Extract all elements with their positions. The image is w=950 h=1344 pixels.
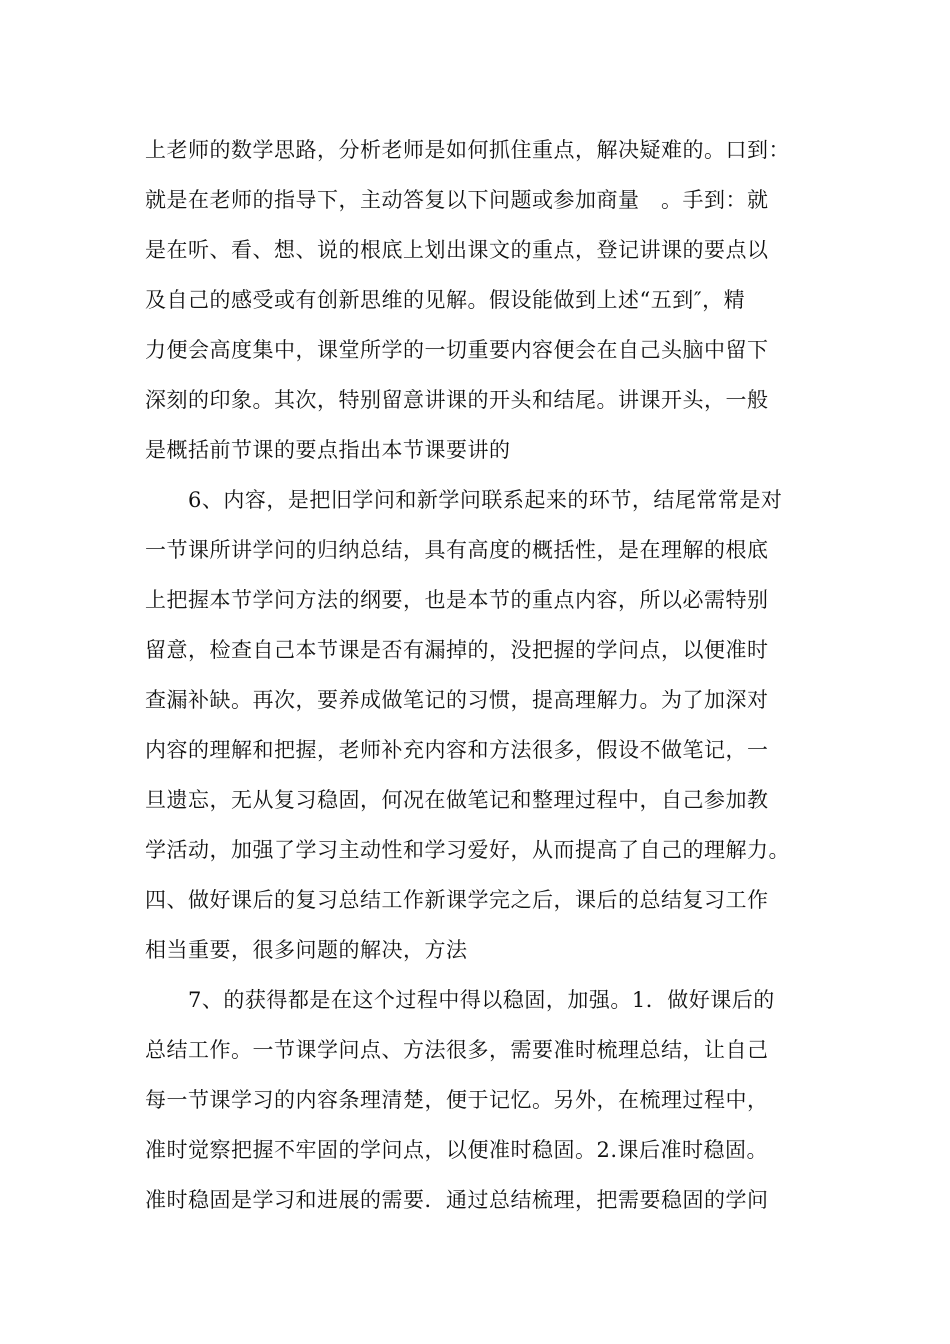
text-line: 四、做好课后的复习总结工作新课学完之后，课后的总结复习工作	[145, 888, 769, 912]
text-line: 是概括前节课的要点指出本节课要讲的	[145, 438, 511, 462]
paragraph-first-line: 7、的获得都是在这个过程中得以稳固，加强。1．做好课后的	[188, 988, 775, 1012]
text-line: 每一节课学习的内容条理清楚，便于记忆。另外，在梳理过程中，	[145, 1088, 769, 1112]
text-line: 学活动，加强了学习主动性和学习爱好，从而提高了自己的理解力。	[145, 838, 790, 862]
text-line: 就是在老师的指导下，主动答复以下问题或参加商量 。手到：就	[145, 188, 769, 212]
text-line: 相当重要，很多问题的解决，方法	[145, 938, 468, 962]
text-line: 准时觉察把握不牢固的学问点，以便准时稳固。2.课后准时稳固。	[145, 1138, 769, 1162]
text-line: 留意，检查自己本节课是否有漏掉的，没把握的学问点，以便准时	[145, 638, 769, 662]
text-line: 力便会高度集中，课堂所学的一切重要内容便会在自己头脑中留下	[145, 338, 769, 362]
text-line: 内容的理解和把握，老师补充内容和方法很多，假设不做笔记，一	[145, 738, 769, 762]
text-line: 及自己的感受或有创新思维的见解。假设能做到上述“五到″，精	[145, 288, 746, 312]
paragraph-first-line: 6、内容，是把旧学问和新学问联系起来的环节，结尾常常是对	[188, 488, 783, 512]
text-line: 旦遗忘，无从复习稳固，何况在做笔记和整理过程中，自己参加教	[145, 788, 769, 812]
text-line: 是在听、看、想、说的根底上划出课文的重点，登记讲课的要点以	[145, 238, 769, 262]
text-line: 深刻的印象。其次，特别留意讲课的开头和结尾。讲课开头，一般	[145, 388, 769, 412]
text-line: 一节课所讲学问的归纳总结，具有高度的概括性，是在理解的根底	[145, 538, 769, 562]
text-line: 上老师的数学思路，分析老师是如何抓住重点，解决疑难的。口到：	[145, 138, 790, 162]
text-line: 总结工作。一节课学问点、方法很多，需要准时梳理总结，让自己	[145, 1038, 769, 1062]
text-line: 查漏补缺。再次，要养成做笔记的习惯，提高理解力。为了加深对	[145, 688, 769, 712]
text-line: 准时稳固是学习和进展的需要．通过总结梳理，把需要稳固的学问	[145, 1188, 769, 1212]
text-line: 上把握本节学问方法的纲要，也是本节的重点内容，所以必需特别	[145, 588, 769, 612]
